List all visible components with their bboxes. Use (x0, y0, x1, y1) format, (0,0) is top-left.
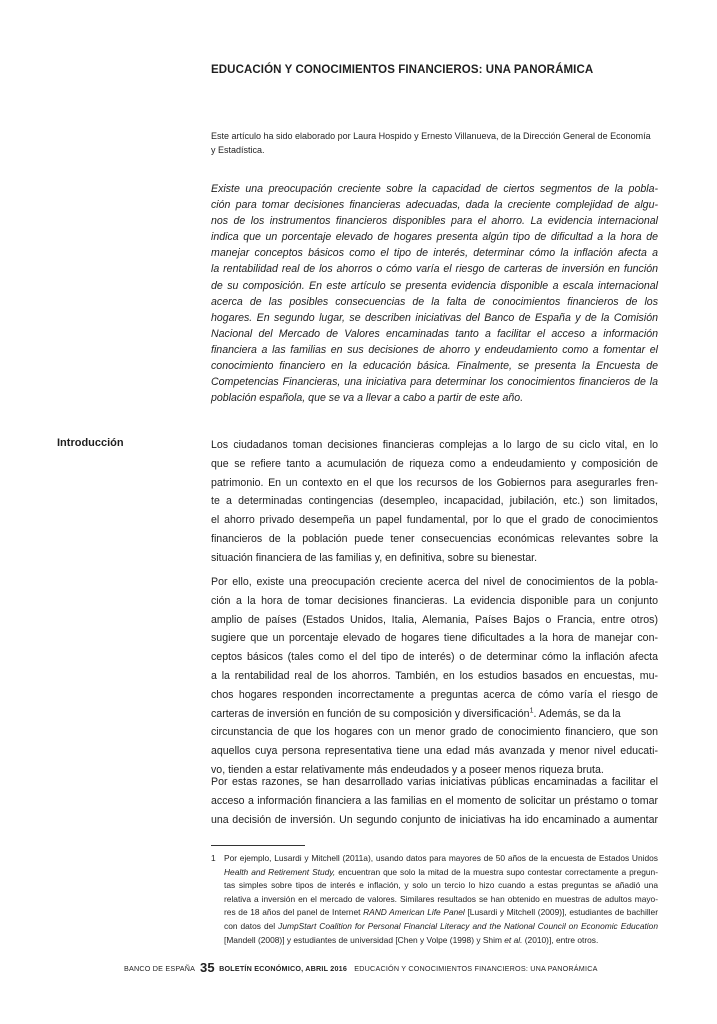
abstract-line: manejar conceptos básicos como el tipo de interés, determinar cómo la inflación afecta a (211, 247, 658, 260)
page-number: 35 (199, 960, 215, 975)
author-note (211, 129, 681, 157)
author-note-line: y Estadística. (211, 145, 265, 155)
footer-section: EDUCACIÓN Y CONOCIMIENTOS FINANCIEROS: UNA PANORÁMICA (354, 964, 598, 973)
abstract-line: conocimiento financiero en la educación básica. Finalmente, se presenta la Encuesta de (211, 360, 658, 373)
paragraph-line: ceptos básicos (tales como el del tipo de interés) o de determinar cómo la inflación afecta (211, 651, 658, 664)
abstract-line: Competencias Financieras, una iniciativa para determinar los conocimientos financieros de la (211, 376, 658, 389)
footnote-text (224, 852, 658, 947)
footnote-source-italic: RAND American Life Panel (363, 907, 465, 918)
section-heading: Introducción (57, 437, 124, 449)
footer-publication: BOLETÍN ECONÓMICO, ABRIL 2016 (219, 964, 348, 973)
paragraph-line: ción a la hora de tomar decisiones financieras. La evidencia disponible para un conjunto (211, 594, 658, 607)
abstract-line: Nacional del Mercado de Valores encaminadas tanto a facilitar el acceso a información (211, 327, 658, 340)
footnote-source-italic: Health and Retirement Study, (224, 866, 336, 877)
footnote-source-italic: JumpStart Coalition for Personal Financial Literacy and the National Council on Economic Education (278, 920, 658, 931)
paragraph-line-text: carteras de inversión en función de su composición y diversificación (211, 707, 530, 720)
page-footer (124, 960, 598, 975)
footnote-text-run: con datos del (224, 920, 279, 931)
paragraph-line: sugiere que un porcentaje elevado de hogares tiene dificultades a la hora de manejar con- (211, 632, 658, 645)
paragraph-line: Los ciudadanos toman decisiones financieras complejas a lo largo de su ciclo vital, en lo (211, 439, 658, 451)
footnote-line (224, 906, 658, 920)
abstract-line: indica que un porcentaje elevado de hogares presenta algún tipo de dificultad a la hora de (211, 231, 658, 244)
body-paragraph-3 (211, 773, 658, 829)
abstract-line: financiera a las familias en sus decisiones de ahorro y endeudamiento como a fomentar el (211, 343, 658, 356)
footnote-text-run: (2010)], entre otros. (522, 934, 599, 945)
footnote-ref[interactable]: 1 (529, 707, 534, 715)
abstract-line: de su composición. En este artículo se presenta evidencia disponible a escala internacional (211, 279, 658, 292)
paragraph-line: Por ello, existe una preocupación creciente acerca del nivel de conocimientos de la pobla- (211, 576, 658, 588)
paragraph-line: circunstancia de que los hogares con un menor grado de conocimiento financiero, que son (211, 726, 658, 739)
abstract-line: ción para tomar decisiones financieras adecuadas, dada la creciente complejidad de algu- (211, 199, 658, 212)
footnote-source-italic: et al. (504, 934, 523, 945)
paragraph-line: amplio de países (Estados Unidos, Italia, Alemania, Países Bajos o Francia, entre otros) (211, 613, 658, 626)
footnote-line (224, 920, 658, 934)
footnote-line: Por ejemplo, Lusardi y Mitchell (2011a), usando datos para mayores de 50 años de la encuesta de Estados Unidos (224, 853, 658, 863)
body-paragraph-1 (211, 436, 658, 568)
abstract-line: nos de los instrumentos financieros disponibles para el ahorro. La evidencia internacional (211, 215, 658, 228)
footnote-number: 1 (211, 853, 216, 863)
abstract-line: acerca de las posibles consecuencias de la falta de conocimientos financieros de los (211, 295, 658, 308)
paragraph-line: vo, tienden a estar relativamente más endeudados y a poseer menos riqueza bruta. (211, 763, 604, 776)
author-note-line: Este artículo ha sido elaborado por Laura Hospido y Ernesto Villanueva, de la Dirección General de Economía (211, 131, 651, 141)
paragraph-line (211, 705, 658, 724)
abstract-line: hogares. En segundo lugar, se describen iniciativas del Banco de España y de la Comisión (211, 311, 658, 324)
paragraph-line: Por estas razones, se han desarrollado varias iniciativas públicas encaminadas a facilitar el (211, 776, 658, 788)
paragraph-line: te a determinadas contingencias (desempleo, incapacidad, jubilación, etc.) son limitados, (211, 495, 658, 508)
paragraph-line: situación financiera de las familias y, en definitiva, sobre su bienestar. (211, 551, 538, 564)
abstract-line: la rentabilidad real de los ahorros o cómo varía el riesgo de carteras de inversión en función (211, 263, 658, 276)
body-paragraph-2 (211, 573, 658, 780)
abstract (211, 181, 658, 406)
paragraph-line: acceso a información financiera a las familias en el momento de solicitar un préstamo o tomar (211, 794, 658, 807)
abstract-line: Existe una preocupación creciente sobre la capacidad de ciertos segmentos de la pobla- (211, 183, 658, 195)
paragraph-line: chos hogares responden incorrectamente a preguntas acerca de cómo varía el riesgo de (211, 688, 658, 701)
paragraph-line-text: . Además, se da la (533, 707, 621, 720)
footnote-line (224, 866, 658, 880)
paragraph-line: aquellos cuya persona representativa tiene una edad más avanzada y menor nivel educati- (211, 745, 658, 758)
paragraph-line: una decisión de inversión. Un segundo conjunto de iniciativas ha ido encaminado a aumentar (211, 813, 658, 826)
footnote-line: relativa a inversión en el mercado de valores. Similares resultados se han obtenido en muestras de adultos mayo- (224, 893, 658, 904)
paragraph-line: que se refiere tanto a acumulación de riqueza como a endeudamiento y composición de (211, 457, 658, 470)
footnote-text-run: [Lusardi y Mitchell (2009)], estudiantes de bachiller (464, 907, 658, 918)
abstract-line: población española, que se va a llevar a cabo a partir de este año. (211, 392, 524, 405)
article-title: EDUCACIÓN Y CONOCIMIENTOS FINANCIEROS: UNA PANORÁMICA (211, 64, 594, 76)
footnote-text-run: encuentran que solo la mitad de la muestra supo contestar correctamente a pregun- (335, 866, 658, 877)
paragraph-line: el ahorro privado desempeña un papel fundamental, por lo que el grado de conocimientos (211, 514, 658, 527)
footnote-line (224, 934, 658, 948)
footnote-text-run: res de 18 años del panel de Internet (224, 907, 364, 918)
footnote-line: tas simples sobre tipos de interés e inflación, y solo un tercio lo hizo cuando a estas preguntas se añadió una (224, 880, 658, 891)
paragraph-line: financieros de la población puede tener consecuencias económicas relevantes sobre la (211, 532, 658, 545)
paragraph-line: a la rentabilidad real de los ahorros. También, en los estudios basados en encuestas, mu- (211, 669, 658, 682)
footnote-text-run: [Mandell (2008)] y estudiantes de universidad [Chen y Volpe (1998) y Shim (224, 934, 505, 945)
paragraph-line: patrimonio. En un contexto en el que los recursos de los Gobiernos para asegurarles fren- (211, 476, 658, 489)
footnote-divider (211, 845, 305, 846)
footer-publisher: BANCO DE ESPAÑA (124, 964, 195, 973)
